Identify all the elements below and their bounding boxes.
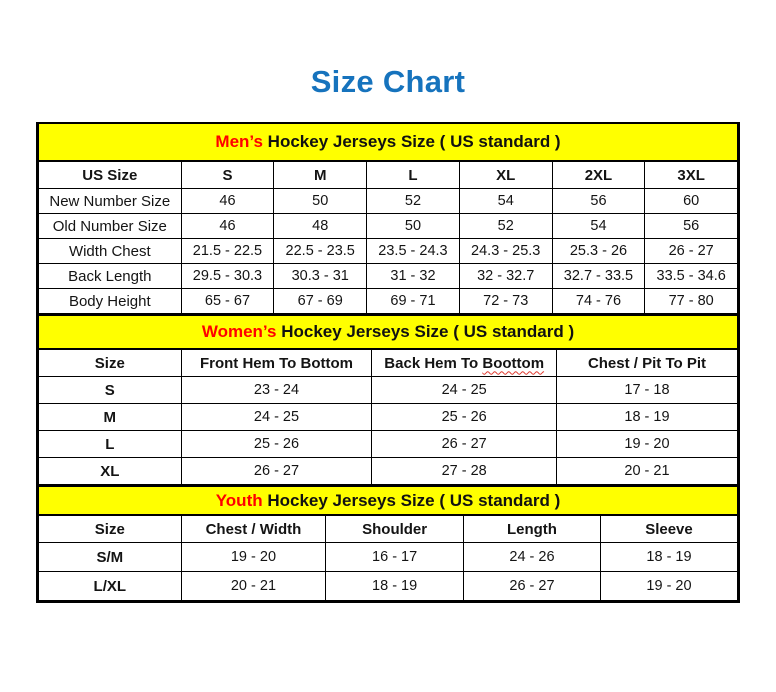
back-hem-prefix: Back Hem To	[384, 354, 483, 372]
cell: 65 - 67	[181, 289, 274, 314]
cell: 22.5 - 23.5	[274, 239, 367, 264]
cell: 32.7 - 33.5	[552, 264, 645, 289]
cell: 26 - 27	[181, 458, 372, 485]
cell: 69 - 71	[367, 289, 460, 314]
womens-col-size: Size	[39, 349, 182, 377]
row-label: Old Number Size	[39, 214, 182, 239]
row-label: S/M	[39, 543, 182, 572]
mens-size-table	[38, 124, 738, 314]
table-row	[39, 239, 738, 264]
cell: 25 - 26	[372, 404, 557, 431]
cell: 30.3 - 31	[274, 264, 367, 289]
youth-header-rest: Hockey Jerseys Size ( US standard )	[262, 490, 561, 510]
cell: 33.5 - 34.6	[645, 264, 738, 289]
cell: 24 - 26	[463, 543, 600, 572]
cell: 74 - 76	[552, 289, 645, 314]
womens-col-chest: Chest / Pit To Pit	[556, 349, 737, 377]
table-row	[39, 377, 738, 404]
cell: 23.5 - 24.3	[367, 239, 460, 264]
cell: 77 - 80	[645, 289, 738, 314]
page-title: Size Chart	[310, 64, 466, 99]
cell: 54	[552, 214, 645, 239]
table-row	[39, 189, 738, 214]
cell: 25 - 26	[181, 431, 372, 458]
cell: 19 - 20	[181, 543, 326, 572]
cell: 19 - 20	[556, 431, 737, 458]
row-label: XL	[39, 458, 182, 485]
womens-col-front-hem: Front Hem To Bottom	[181, 349, 372, 377]
cell: 46	[181, 214, 274, 239]
mens-col-s: S	[181, 161, 274, 189]
mens-col-3xl: 3XL	[645, 161, 738, 189]
cell: 32 - 32.7	[459, 264, 552, 289]
cell: 54	[459, 189, 552, 214]
mens-col-xl: XL	[459, 161, 552, 189]
row-label: L/XL	[39, 572, 182, 601]
youth-section-header	[39, 486, 738, 515]
cell: 24 - 25	[181, 404, 372, 431]
mens-header-highlight: Men’s	[215, 132, 263, 151]
womens-size-table	[38, 314, 738, 485]
youth-column-header-row	[39, 515, 738, 543]
youth-col-size: Size	[39, 515, 182, 543]
cell: 24.3 - 25.3	[459, 239, 552, 264]
mens-col-m: M	[274, 161, 367, 189]
cell: 52	[459, 214, 552, 239]
row-label: S	[39, 377, 182, 404]
row-label: Back Length	[39, 264, 182, 289]
youth-header-highlight: Youth	[215, 490, 263, 510]
size-chart	[36, 122, 740, 603]
cell: 50	[367, 214, 460, 239]
cell: 27 - 28	[372, 458, 557, 485]
cell: 17 - 18	[556, 377, 737, 404]
youth-col-chest-width: Chest / Width	[181, 515, 326, 543]
cell: 18 - 19	[600, 543, 737, 572]
mens-col-us-size: US Size	[39, 161, 182, 189]
table-row	[39, 404, 738, 431]
cell: 50	[274, 189, 367, 214]
cell: 29.5 - 30.3	[181, 264, 274, 289]
cell: 19 - 20	[600, 572, 737, 601]
cell: 52	[367, 189, 460, 214]
cell: 16 - 17	[326, 543, 464, 572]
table-row	[39, 214, 738, 239]
row-label: M	[39, 404, 182, 431]
cell: 46	[181, 189, 274, 214]
cell: 20 - 21	[556, 458, 737, 485]
cell: 72 - 73	[459, 289, 552, 314]
youth-col-sleeve: Sleeve	[600, 515, 737, 543]
table-row	[39, 458, 738, 485]
row-label: L	[39, 431, 182, 458]
youth-col-shoulder: Shoulder	[326, 515, 464, 543]
cell: 67 - 69	[274, 289, 367, 314]
mens-header-rest: Hockey Jerseys Size ( US standard )	[262, 132, 561, 151]
table-row	[39, 572, 738, 601]
mens-col-2xl: 2XL	[552, 161, 645, 189]
youth-col-length: Length	[463, 515, 600, 543]
table-row	[39, 431, 738, 458]
cell: 18 - 19	[326, 572, 464, 601]
cell: 56	[552, 189, 645, 214]
back-hem-typo-word: Boottom	[482, 354, 545, 372]
womens-section-header	[39, 315, 738, 349]
womens-header-rest: Hockey Jerseys Size ( US standard )	[276, 322, 575, 341]
cell: 26 - 27	[463, 572, 600, 601]
cell: 31 - 32	[367, 264, 460, 289]
cell: 25.3 - 26	[552, 239, 645, 264]
mens-section-header	[39, 124, 738, 161]
cell: 24 - 25	[372, 377, 557, 404]
table-row	[39, 289, 738, 314]
mens-col-l: L	[367, 161, 460, 189]
womens-col-back-hem	[372, 349, 557, 377]
cell: 26 - 27	[372, 431, 557, 458]
table-row	[39, 264, 738, 289]
row-label: New Number Size	[39, 189, 182, 214]
row-label: Body Height	[39, 289, 182, 314]
womens-header-highlight: Women’s	[201, 322, 277, 341]
cell: 23 - 24	[181, 377, 372, 404]
table-row	[39, 543, 738, 572]
cell: 26 - 27	[645, 239, 738, 264]
row-label: Width Chest	[39, 239, 182, 264]
womens-column-header-row	[39, 349, 738, 377]
cell: 60	[645, 189, 738, 214]
cell: 21.5 - 22.5	[181, 239, 274, 264]
cell: 20 - 21	[181, 572, 326, 601]
mens-column-header-row	[39, 161, 738, 189]
cell: 48	[274, 214, 367, 239]
cell: 56	[645, 214, 738, 239]
cell: 18 - 19	[556, 404, 737, 431]
youth-size-table	[38, 485, 738, 601]
